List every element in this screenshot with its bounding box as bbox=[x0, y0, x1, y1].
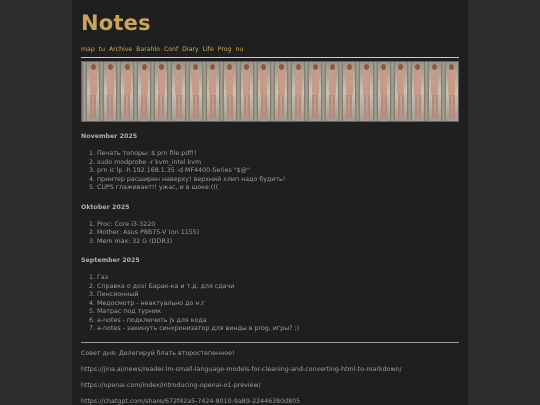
link-chatgpt-share[interactable]: https://chatgpt.com/share/672f42a5-7424-8010-9a89-22446380d805 bbox=[81, 397, 301, 405]
list-item: 2. Mother: Asus P8B75-V (on 1155) bbox=[97, 229, 459, 238]
nav-link-tu[interactable]: tu bbox=[98, 46, 106, 53]
banner-pillar bbox=[167, 62, 172, 122]
banner-pillar bbox=[82, 62, 87, 122]
november-list bbox=[81, 150, 459, 193]
banner-pillar bbox=[287, 62, 292, 122]
banner-image bbox=[81, 61, 459, 122]
section-heading-september: September 2025 bbox=[81, 257, 140, 264]
banner-figure bbox=[412, 64, 422, 120]
nav-link-life[interactable]: Life bbox=[202, 46, 214, 53]
nav-bar bbox=[81, 46, 459, 53]
banner-figure bbox=[310, 64, 320, 120]
banner-pillar bbox=[236, 62, 241, 122]
banner-pillar bbox=[99, 62, 104, 122]
banner-figure bbox=[378, 64, 388, 120]
banner-figure bbox=[224, 64, 234, 120]
tip-of-day: Совет дня: Делегируй блать второстепенное! bbox=[81, 349, 235, 357]
list-item: 3. prn ic lp -h 192.168.1.35 -d MF4400-Series "$@" bbox=[97, 167, 459, 176]
page-title: Notes bbox=[81, 11, 151, 35]
banner-figure bbox=[156, 64, 166, 120]
list-item: 5. CUPS глаживает!! ужас, и в шоке:((( bbox=[97, 184, 459, 193]
list-item: 1. Газ bbox=[97, 274, 459, 283]
content-divider bbox=[81, 342, 459, 343]
banner-figure bbox=[446, 64, 456, 120]
banner-figure bbox=[139, 64, 149, 120]
section-heading-november: November 2025 bbox=[81, 133, 138, 140]
banner-pillar bbox=[373, 62, 378, 122]
list-item: 2. Справка о доз! Барак-ка и т.д. для сдачи bbox=[97, 283, 459, 292]
banner-pillar bbox=[321, 62, 326, 122]
banner-figure bbox=[88, 64, 98, 120]
list-item: 7. a-notes - закинуть синхронизатор для винды в prog, игры? ;) bbox=[97, 325, 459, 334]
banner-figure bbox=[173, 64, 183, 120]
banner-figure bbox=[293, 64, 303, 120]
banner-figure bbox=[344, 64, 354, 120]
banner-pillar bbox=[355, 62, 360, 122]
banner-figure bbox=[190, 64, 200, 120]
banner-pillar bbox=[133, 62, 138, 122]
banner-figure bbox=[105, 64, 115, 120]
list-item: 2. sudo modprobe -r kvm_intel kvm bbox=[97, 159, 459, 168]
link-openai-o1[interactable]: https://openai.com/index/introducing-openai-o1-preview/ bbox=[81, 381, 261, 389]
list-item: 6. a-notes - подключить js для кода bbox=[97, 317, 459, 326]
banner-figure bbox=[361, 64, 371, 120]
header-divider bbox=[81, 57, 459, 58]
link-jina-reader[interactable]: https://jina.ai/news/reader-lm-small-language-models-for-cleaning-and-converting-html-to-markdown/ bbox=[81, 365, 402, 373]
list-item: 5. Матрас под турник bbox=[97, 308, 459, 317]
banner-figure bbox=[241, 64, 251, 120]
nav-link-map[interactable]: map bbox=[81, 46, 95, 53]
section-heading-oktober: Oktober 2025 bbox=[81, 203, 130, 211]
oktober-list bbox=[81, 221, 459, 247]
banner-pillar bbox=[253, 62, 258, 122]
banner-figure bbox=[429, 64, 439, 120]
list-item: 4. принтер расширен наверху! верхний хлип надо будить! bbox=[97, 176, 459, 185]
banner-pillar bbox=[116, 62, 121, 122]
banner-figure bbox=[122, 64, 132, 120]
banner-figure bbox=[258, 64, 268, 120]
banner-pillar bbox=[185, 62, 190, 122]
banner-pillar bbox=[150, 62, 155, 122]
nav-link-barahlo[interactable]: Barahlo bbox=[136, 46, 160, 53]
nav-link-diary[interactable]: Diary bbox=[182, 46, 199, 53]
banner-figure bbox=[207, 64, 217, 120]
list-item: 4. Медосмотр - неактуально до н.г bbox=[97, 300, 459, 309]
nav-link-nu[interactable]: nu bbox=[235, 46, 244, 53]
nav-link-prog[interactable]: Prog bbox=[217, 46, 232, 53]
banner-pillar bbox=[202, 62, 207, 122]
banner-pillar bbox=[270, 62, 275, 122]
notes-page bbox=[72, 0, 468, 405]
banner-pillar bbox=[407, 62, 412, 122]
banner-pillar bbox=[390, 62, 395, 122]
nav-link-conf[interactable]: Conf bbox=[163, 46, 179, 53]
banner-pillar bbox=[219, 62, 224, 122]
list-item: 1. Proc: Core i3-3220 bbox=[97, 221, 459, 230]
list-item: 1. Печать топоры: $ prn file.pdf!! bbox=[97, 150, 459, 159]
banner-pillar bbox=[424, 62, 429, 122]
banner-figure bbox=[395, 64, 405, 120]
list-item: 3. Mem max: 32 G (DDR3) bbox=[97, 238, 459, 247]
banner-pillar bbox=[304, 62, 309, 122]
list-item: 3. Пенсионный bbox=[97, 291, 459, 300]
nav-link-archive[interactable]: Archive bbox=[109, 46, 133, 53]
banner-figure bbox=[327, 64, 337, 120]
september-list bbox=[81, 274, 459, 334]
banner-pillar bbox=[338, 62, 343, 122]
banner-figure bbox=[276, 64, 286, 120]
banner-pillar bbox=[441, 62, 446, 122]
